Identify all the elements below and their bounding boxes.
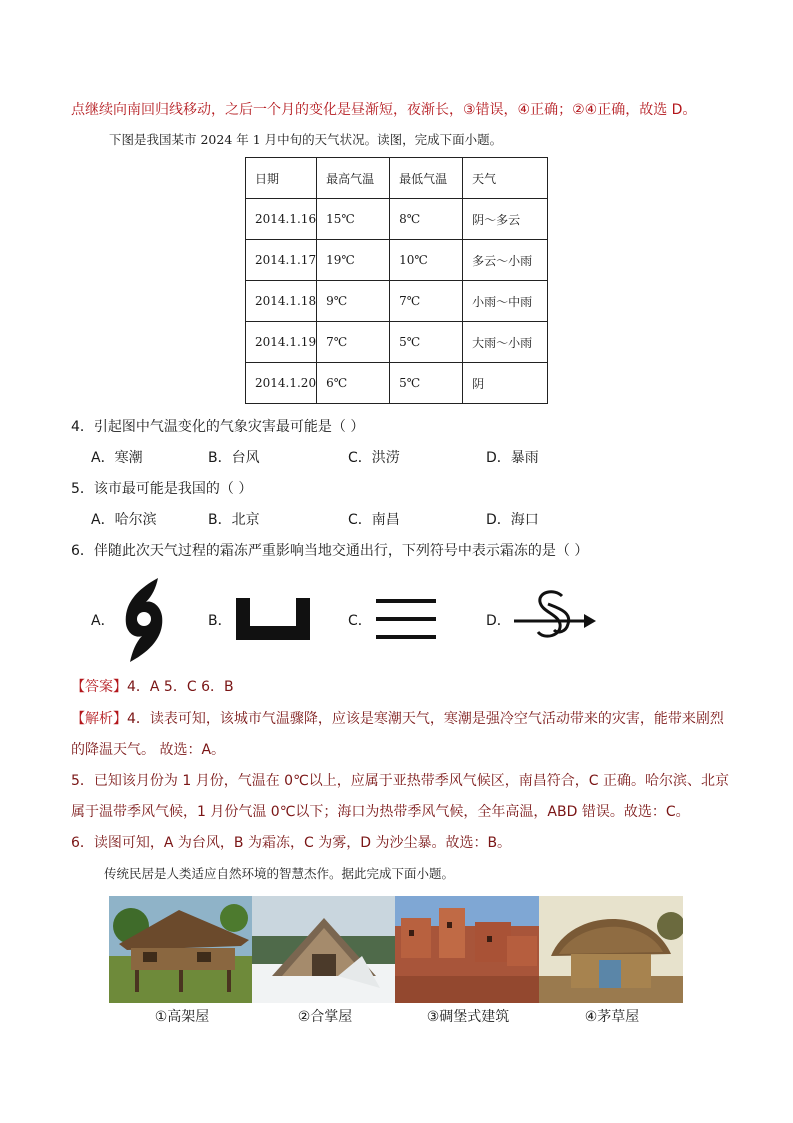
sandstorm-icon xyxy=(514,590,598,652)
q5-option-c[interactable]: C．南昌 xyxy=(348,512,400,528)
gassho-house-image xyxy=(252,896,395,1003)
table-cell: 5℃ xyxy=(390,363,463,404)
answer-text: 4．A 5．C 6．B xyxy=(127,679,234,695)
table-row xyxy=(246,281,548,322)
typhoon-icon xyxy=(118,578,170,662)
q4-option-b[interactable]: B．台风 xyxy=(208,450,260,466)
table-header-cell: 最低气温 xyxy=(390,158,463,199)
table-cell: 10℃ xyxy=(390,240,463,281)
analysis-line-2: 的降温天气。 故选：A。 xyxy=(71,742,226,758)
table-cell: 15℃ xyxy=(317,199,390,240)
question-5-stem: 5．该市最可能是我国的（ ） xyxy=(71,481,253,497)
weather-table xyxy=(245,157,548,404)
table-cell: 2014.1.17 xyxy=(246,240,317,281)
photos-intro: 传统民居是人类适应自然环境的智慧杰作。据此完成下面小题。 xyxy=(104,866,455,881)
table-cell: 大雨～小雨 xyxy=(463,322,548,363)
table-cell: 2014.1.19 xyxy=(246,322,317,363)
q6-option-b-label[interactable]: B． xyxy=(208,613,232,629)
q4-option-c[interactable]: C．洪涝 xyxy=(348,450,400,466)
table-header-row xyxy=(246,158,548,199)
q6-option-a-label[interactable]: A． xyxy=(91,613,115,629)
table-cell: 9℃ xyxy=(317,281,390,322)
q6-option-d-label[interactable]: D． xyxy=(486,613,511,629)
analysis-line-4: 属于温带季风气候，1 月份气温 0℃以下；海口为热带季风气候，全年高温，ABD 错误。故选：C。 xyxy=(71,804,690,820)
table-cell: 5℃ xyxy=(390,322,463,363)
table-row xyxy=(246,240,548,281)
analysis-text-1a: 4．读表可知，该城市气温骤降，应该是寒潮天气，寒潮是强冷空气活动带来的灾害，能带来剧烈 xyxy=(127,711,724,727)
caption-fortress-building: ③碉堡式建筑 xyxy=(426,1009,510,1025)
caption-stilt-house: ①高架屋 xyxy=(154,1009,210,1025)
table-cell: 多云～小雨 xyxy=(463,240,548,281)
analysis-tag: 【解析】 xyxy=(71,711,127,727)
fortress-building-image xyxy=(395,896,539,1003)
answer-line xyxy=(71,677,234,697)
dwelling-photos xyxy=(109,896,683,1003)
table-header-cell: 最高气温 xyxy=(317,158,390,199)
question-6-stem: 6．伴随此次天气过程的霜冻严重影响当地交通出行，下列符号中表示霜冻的是（ ） xyxy=(71,543,589,559)
frost-icon xyxy=(236,598,310,640)
table-cell: 小雨～中雨 xyxy=(463,281,548,322)
fog-icon xyxy=(376,598,436,640)
answer-tag: 【答案】 xyxy=(71,679,127,695)
table-cell: 阴 xyxy=(463,363,548,404)
stilt-house-image xyxy=(109,896,252,1003)
analysis-line-5: 6．读图可知，A 为台风，B 为霜冻，C 为雾，D 为沙尘暴。故选：B。 xyxy=(71,835,512,851)
caption-thatched-hut: ④茅草屋 xyxy=(584,1009,640,1025)
table-cell: 8℃ xyxy=(390,199,463,240)
table-cell: 2014.1.16 xyxy=(246,199,317,240)
q5-option-a[interactable]: A．哈尔滨 xyxy=(91,512,157,528)
q5-option-d[interactable]: D．海口 xyxy=(486,512,539,528)
analysis-line-1 xyxy=(71,709,724,729)
table-cell: 2014.1.20 xyxy=(246,363,317,404)
q4-option-d[interactable]: D．暴雨 xyxy=(486,450,539,466)
q4-option-a[interactable]: A．寒潮 xyxy=(91,450,143,466)
table-cell: 阴～多云 xyxy=(463,199,548,240)
question-4-stem: 4．引起图中气温变化的气象灾害最可能是（ ） xyxy=(71,419,365,435)
table-row xyxy=(246,363,548,404)
q6-option-c-label[interactable]: C． xyxy=(348,613,372,629)
table-cell: 2014.1.18 xyxy=(246,281,317,322)
intro-line: 点继续向南回归线移动，之后一个月的变化是昼渐短，夜渐长，③错误，④正确；②④正确，故选 D。 xyxy=(71,102,697,118)
table-cell: 7℃ xyxy=(390,281,463,322)
caption-gassho-house: ②合掌屋 xyxy=(297,1009,353,1025)
table-row xyxy=(246,322,548,363)
table-cell: 19℃ xyxy=(317,240,390,281)
table-header-cell: 天气 xyxy=(463,158,548,199)
table-cell: 7℃ xyxy=(317,322,390,363)
analysis-line-3: 5．已知该月份为 1 月份，气温在 0℃以上，应属于亚热带季风气候区，南昌符合，C 正确。哈尔滨、北京 xyxy=(71,773,730,789)
thatched-hut-image xyxy=(539,896,683,1003)
table-cell: 6℃ xyxy=(317,363,390,404)
table-header-cell: 日期 xyxy=(246,158,317,199)
table-row xyxy=(246,199,548,240)
table-intro: 下图是我国某市 2024 年 1 月中旬的天气状况。读图，完成下面小题。 xyxy=(109,132,503,147)
q5-option-b[interactable]: B．北京 xyxy=(208,512,260,528)
